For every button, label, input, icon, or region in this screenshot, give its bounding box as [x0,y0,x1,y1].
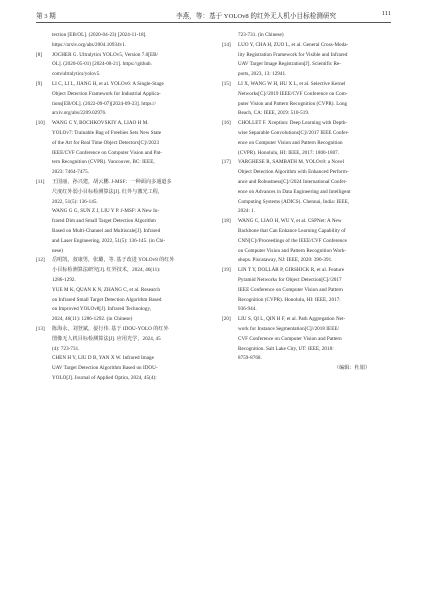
reference-text: shops. Piscataway, NJ: IEEE, 2020: 390-391. [238,257,333,264]
running-title: 李燕，等：基于 YOLOv8 的红外无人机小目标检测研究 [176,13,337,20]
reference-number: [12] [36,257,45,264]
reference-text: on Computer Vision and Pattern Recognition Work- [238,247,347,254]
reference-line [222,354,392,364]
reference-line [36,70,206,80]
reference-line [222,31,392,41]
reference-text: and Laser Engineering, 2022, 51(5): 136-145. (in Chi- [52,237,166,244]
reference-line [36,354,206,364]
reference-entry-start [36,80,206,90]
reference-text: LI C, LI L, JIANG H, et al. YOLOv6: A Single-Stage [52,80,164,87]
reference-line [36,364,206,374]
reference-text: YOLOv7: Trainable Bag of Freebies Sets New State [52,129,162,136]
reference-text: Recognition. Salt Lake City, UT: IEEE, 2018: [238,345,334,352]
reference-number: [9] [36,80,43,87]
reference-entry-start [36,178,206,188]
reference-number: [13] [36,325,45,332]
reference-text: 图像无人机目标检测算法[J]. 应用光学，2024, 45 [52,335,161,342]
reference-line [36,41,206,51]
reference-text: Based on Multi-Channel and Multiscale[J]. Infrared [52,227,161,234]
reference-text: tern Recognition (CVPR). Vancouver, BC: IEEE, [52,159,155,166]
reference-text: Object Detection Algorithm with Enhanced Perform- [238,169,349,176]
reference-text: ports, 2023, 13: 12941. [238,71,287,78]
reference-entry-start [36,325,206,335]
reference-text: 936-944. [238,306,257,313]
reference-text: （编辑：杜娟） [333,365,370,372]
reference-text: WANG C Y, BOCHKOVSKIY A, LIAO H M. [52,120,149,127]
reference-line [222,188,392,198]
reference-line [36,345,206,355]
reference-text: 陈海永，刘登斌，晏行伟. 基于 IDOU-YOLO 的红外 [52,325,169,332]
reference-text: Computing Systems (ADICS). Chennai, India: IEEE, [238,198,350,205]
reference-text: 2023: 7464-7475. [52,169,90,176]
page-number: 111 [381,10,391,17]
reference-line [36,60,206,70]
reference-line [36,207,206,217]
reference-line [36,305,206,315]
reference-line [36,217,206,227]
reference-text: ence on Advances in Data Engineering and Intelligent [238,188,351,195]
reference-number: [14] [222,41,231,48]
reference-entry-start [222,315,392,325]
reference-line [36,139,206,149]
reference-text: LUO Y, CHA H, ZUO L, et al. General Cross-Moda- [238,41,349,48]
reference-line [222,129,392,139]
reference-text: JOCHER G. Ultralytics YOLOv5, Version 7.0[EB/ [52,51,159,58]
reference-entry-start [222,119,392,129]
reference-text: UAV Target Image Registration[J]. Scientific Re- [238,61,341,68]
reference-text: VARGHESE R, SAMBATH M. YOLOv8: a Novel [238,159,345,166]
reference-line [222,256,392,266]
reference-number: [15] [222,80,231,87]
header-rule [36,22,391,23]
reference-text: 2024: 1. [238,208,256,215]
reference-text: CHOLLET F. Xception: Deep Learning with Depth- [238,120,348,127]
reference-line [36,247,206,257]
reference-number: [18] [222,218,231,225]
reference-line [222,51,392,61]
reference-line [222,325,392,335]
reference-text: on Infrared Small Target Detection Algorithm Based [52,296,162,303]
reference-text: 王国丽，孙兴建，胡云鹏. J-MSF：一种面向多通道多 [52,178,172,185]
reference-text: lity Registration Framework for Visible and Infrared [238,51,348,58]
reference-entry-start [36,51,206,61]
reference-line [222,60,392,70]
reference-text: work for Instance Segmentation[C]//2018 IEEE/ [238,325,339,332]
reference-text: YUE M K, QUAN K N, ZHANG C, et al. Research [52,286,160,293]
issue-number: 第 3 期 [36,13,56,20]
reference-text: com/ultralytics/yolov5. [52,71,101,78]
reference-line [36,237,206,247]
reference-text: on Improved YOLOv8[J]. Infrared Technology, [52,306,152,313]
reference-number: [10] [36,120,45,127]
reference-line [222,139,392,149]
reference-line [36,149,206,159]
reference-line [222,276,392,286]
reference-text: LIU S, QI L, QIN H F, et al. Path Aggregation Net- [238,316,346,323]
reference-line [36,31,206,41]
reference-text: UAV Target Detection Algorithm Based on IDOU- [52,365,158,372]
reference-line [222,237,392,247]
reference-text: of the Art for Real Time Object Detectors[C]//2023 [52,139,160,146]
reference-text: IEEE Conference on Computer Vision and Pattern [238,286,343,293]
reference-text: Recognition (CVPR). Honolulu, HI: IEEE, 2017: [238,296,341,303]
reference-text: IEEE/CVF Conference on Computer Vision and Pat- [52,149,163,156]
reference-entry-start [36,256,206,266]
reference-line [222,286,392,296]
reference-line [222,178,392,188]
reference-text: WANG C, LIAO H, WU Y, et al. CSPNet: A New [238,218,342,225]
reference-line [36,296,206,306]
reference-line [222,247,392,257]
reference-line [36,90,206,100]
reference-entry-start [36,119,206,129]
editor-signature [222,364,392,374]
reference-text: puter Vision and Pattern Recognition (CVPR). Long [238,100,348,107]
reference-entry-start [222,41,392,51]
reference-entry-start [222,158,392,168]
reference-text: Beach, CA: IEEE, 2019: 510-519. [238,110,310,117]
reference-line [36,158,206,168]
reference-text: tection [EB/OL]. (2020-04-23) [2024-11-18]. [52,32,147,38]
reference-number: [20] [222,316,231,323]
reference-text: (CVPR). Honolulu, HI: IEEE, 2017: 1800-1807. [238,149,340,156]
reference-number: [17] [222,159,231,166]
reference-text: 723-731. (in Chinese) [238,32,284,38]
reference-text: ance and Robustness[C]//2024 International Confer- [238,178,348,185]
reference-text: Networks[C]//2019 IEEE/CVF Conference on Com- [238,90,348,97]
reference-text: nese) [52,247,63,254]
reference-line [222,90,392,100]
reference-text: OL]. (2020-05-01) [2024-08-21]. https://github. [52,61,152,68]
reference-line [222,345,392,355]
reference-text: 2022, 51(5): 136-145. [52,198,98,205]
reference-text: 1286-1292. [52,276,76,283]
reference-line [36,198,206,208]
reference-line [36,188,206,198]
reference-line [222,168,392,178]
reference-text: 2024, 46(11): 1286-1292. (in Chinese) [52,316,133,323]
reference-text: LIN T Y, DOLLÁR P, GIRSHICK R, et al. Feature [238,267,345,274]
references-left-column [36,31,206,384]
reference-text: CVF Conference on Computer Vision and Pattern [238,335,342,342]
reference-number: [19] [222,267,231,274]
reference-line [36,315,206,325]
reference-line [36,227,206,237]
reference-text: Object Detection Framework for Industrial Applica- [52,90,161,97]
reference-text: YOLO[J]. Journal of Applied Optics, 2024, 45(4): [52,374,157,381]
reference-line [222,207,392,217]
reference-line [36,109,206,119]
reference-line [36,276,206,286]
reference-number: [8] [36,51,43,58]
reference-text: arxiv.org/abs/2209.02976. [52,110,107,117]
reference-text: frared Dim and Small Target Detection Algorithm [52,218,156,225]
reference-line [36,286,206,296]
reference-line [222,109,392,119]
reference-text: 岳明凯，叔康男，张璐，等. 基于改进 YOLOv8 的红外 [52,257,175,264]
reference-line [36,266,206,276]
reference-text: WANG G G, SUN Z J, LIU Y P. J-MSF: A New In- [52,208,160,215]
reference-text: wise Separable Convolutions[C]//2017 IEEE Confer- [238,129,349,136]
reference-text: 小目标检测算法研究[J]. 红外技术，2024, 46(11): [52,267,161,274]
reference-line [222,305,392,315]
reference-text: LI X, WANG W H, HU X L, et al. Selective Kernel [238,80,346,87]
reference-number: [16] [222,120,231,127]
references-right-column [222,31,392,374]
reference-text: 8759-8768. [238,355,262,362]
reference-text: ence on Computer Vision and Pattern Recognition [238,139,343,146]
reference-line [222,70,392,80]
reference-line [222,335,392,345]
reference-line [222,100,392,110]
reference-text: Backbone that Can Enhance Learning Capability of [238,227,346,234]
reference-line [36,129,206,139]
reference-entry-start [222,80,392,90]
reference-line [222,296,392,306]
reference-entry-start [222,217,392,227]
reference-entry-start [222,266,392,276]
reference-line [222,198,392,208]
reference-text: 尺度红外弱小目标检测算法[J]. 红外与激光工程， [52,188,164,195]
reference-text: CNN[C]//Proceedings of the IEEE/CVF Conference [238,237,347,244]
reference-line [222,149,392,159]
reference-line [36,100,206,110]
reference-text: CHEN H Y, LIU D B, YAN X W. Infrared Image [52,355,154,362]
reference-text: https://arxiv.org/abs/2004.10934v1. [52,41,127,48]
reference-text: Pyramid Networks for Object Detection[C]//2017 [238,276,342,283]
reference-line [36,374,206,384]
reference-text: tions[EB/OL]. (2022-09-07)[2024-09-23]. https:// [52,100,156,107]
reference-line [222,227,392,237]
reference-line [36,168,206,178]
reference-text: (4): 723-731. [52,345,80,352]
reference-line [36,335,206,345]
reference-number: [11] [36,178,45,185]
